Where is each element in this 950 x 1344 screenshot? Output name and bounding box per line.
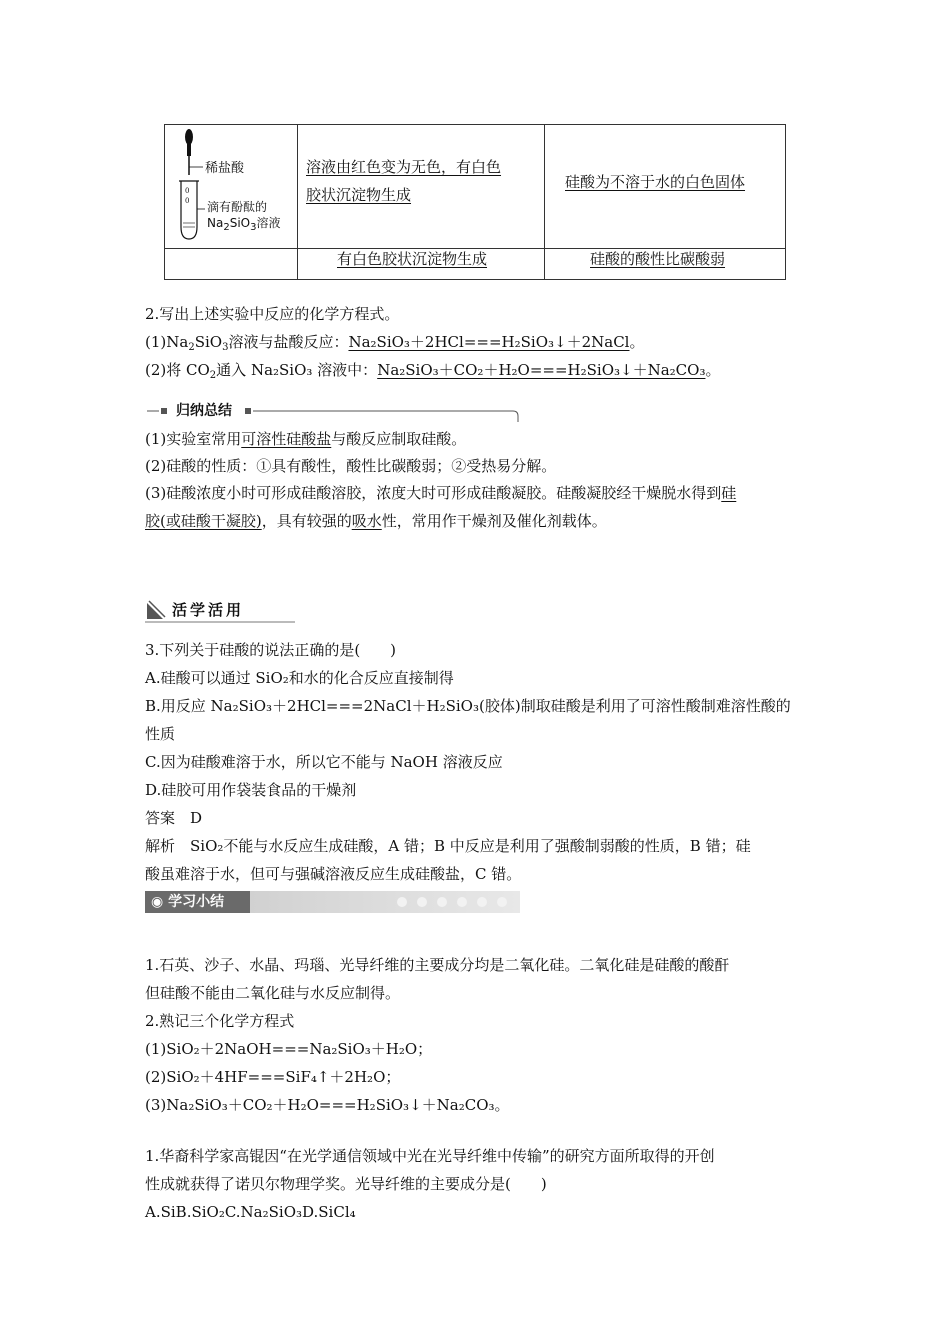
row1-phenomenon-line1: 溶液由红色变为无色，有白色 [306, 158, 502, 176]
tube-label: 滴有酚酞的 $Na_2SiO_3$溶液 [207, 200, 281, 233]
q2-title: 2.写出上述实验中反应的化学方程式。 [145, 305, 400, 323]
decor-dot [397, 897, 407, 907]
q3-answer: 答案 D [145, 809, 203, 827]
exercise-q1-line2: 性成就获得了诺贝尔物理学奖。光导纤维的主要成分是( ) [145, 1175, 547, 1193]
q3-option-a: A.硅酸可以通过 SiO₂和水的化合反应直接制得 [145, 669, 454, 687]
row1-phenomenon-line2: 胶状沉淀物生成 [306, 186, 412, 204]
row2-conclusion: 硅酸的酸性比碳酸弱 [590, 250, 726, 268]
exercise-q1-options: A.SiB.SiO₂C.Na₂SiO₃D.SiCl₄ [145, 1203, 356, 1221]
summary-line3: (3)硅酸浓度小时可形成硅酸溶胶，浓度大时可形成硅酸凝胶。硅酸凝胶经干燥脱水得到硅 [145, 484, 737, 502]
study-point1-line1: 1.石英、沙子、水晶、玛瑙、光导纤维的主要成分均是二氧化硅。二氧化硅是硅酸的酸酐 [145, 956, 730, 974]
summary-line4: 胶(或硅酸干凝胶)，具有较强的吸水性，常用作干燥剂及催化剂载体。 [145, 512, 607, 530]
decor-dot [417, 897, 427, 907]
study-summary-title: ◉ 学习小结 [145, 891, 250, 913]
svg-text:0: 0 [185, 187, 190, 195]
study-summary-bar [145, 891, 520, 913]
q3-analysis-line2: 酸虽难溶于水，但可与强碱溶液反应生成硅酸盐，C 错。 [145, 865, 522, 883]
svg-text:0: 0 [185, 197, 190, 205]
summary-title: 归纳总结 [176, 403, 232, 419]
equation-2: (2)SiO₂＋4HF===SiF₄↑＋2H₂O； [145, 1068, 401, 1086]
q3-analysis-line1: 解析 SiO₂不能与水反应生成硅酸，A 错；B 中反应是利用了强酸制弱酸的性质，B 错；硅 [145, 837, 751, 855]
dropper-label: 稀盐酸 [205, 161, 245, 176]
summary-line1: (1)实验室常用可溶性硅酸盐与酸反应制取硅酸。 [145, 430, 467, 448]
q2-item1: $(1)Na_2SiO_3$溶液与盐酸反应：Na₂SiO₃＋2HCl===H₂SiO₃↓＋2NaCl。 [145, 333, 645, 353]
decor-dot [497, 897, 507, 907]
equation-1: (1)SiO₂＋2NaOH===Na₂SiO₃＋H₂O； [145, 1040, 433, 1058]
q3-option-d: D.硅胶可用作袋装食品的干燥剂 [145, 781, 357, 799]
row1-conclusion: 硅酸为不溶于水的白色固体 [565, 173, 746, 191]
decor-dot [457, 897, 467, 907]
decor-dot [477, 897, 487, 907]
experiment-table [164, 124, 786, 280]
table-divider [297, 125, 298, 279]
study-point1-line2: 但硅酸不能由二氧化硅与水反应制得。 [145, 984, 401, 1002]
summary-line2: (2)硅酸的性质：①具有酸性，酸性比碳酸弱；②受热易分解。 [145, 457, 557, 475]
q3-option-b-line1: B.用反应 Na₂SiO₃＋2HCl===2NaCl＋H₂SiO₃(胶体)制取硅酸是利用了可溶性酸制难溶性酸的 [145, 697, 791, 715]
decor-dot [437, 897, 447, 907]
q3-stem: 3.下列关于硅酸的说法正确的是( ) [145, 641, 397, 659]
study-point2: 2.熟记三个化学方程式 [145, 1012, 295, 1030]
practice-title: 活学活用 [172, 601, 245, 619]
q3-option-c: C.因为硅酸难溶于水，所以它不能与 NaOH 溶液反应 [145, 753, 503, 771]
table-divider [544, 125, 545, 279]
equation-3: (3)Na₂SiO₃＋CO₂＋H₂O===H₂SiO₃↓＋Na₂CO₃。 [145, 1096, 510, 1114]
row2-phenomenon: 有白色胶状沉淀物生成 [337, 250, 488, 268]
exercise-q1-line1: 1.华裔科学家高锟因“在光学通信领域中光在光导纤维中传输”的研究方面所取得的开创 [145, 1147, 715, 1165]
q3-option-b-line2: 性质 [145, 725, 176, 743]
q2-item2: (2)将 $CO_2$通入 Na₂SiO₃ 溶液中：Na₂SiO₃＋CO₂＋H₂O===H₂SiO₃↓＋Na₂CO₃。 [145, 361, 721, 381]
